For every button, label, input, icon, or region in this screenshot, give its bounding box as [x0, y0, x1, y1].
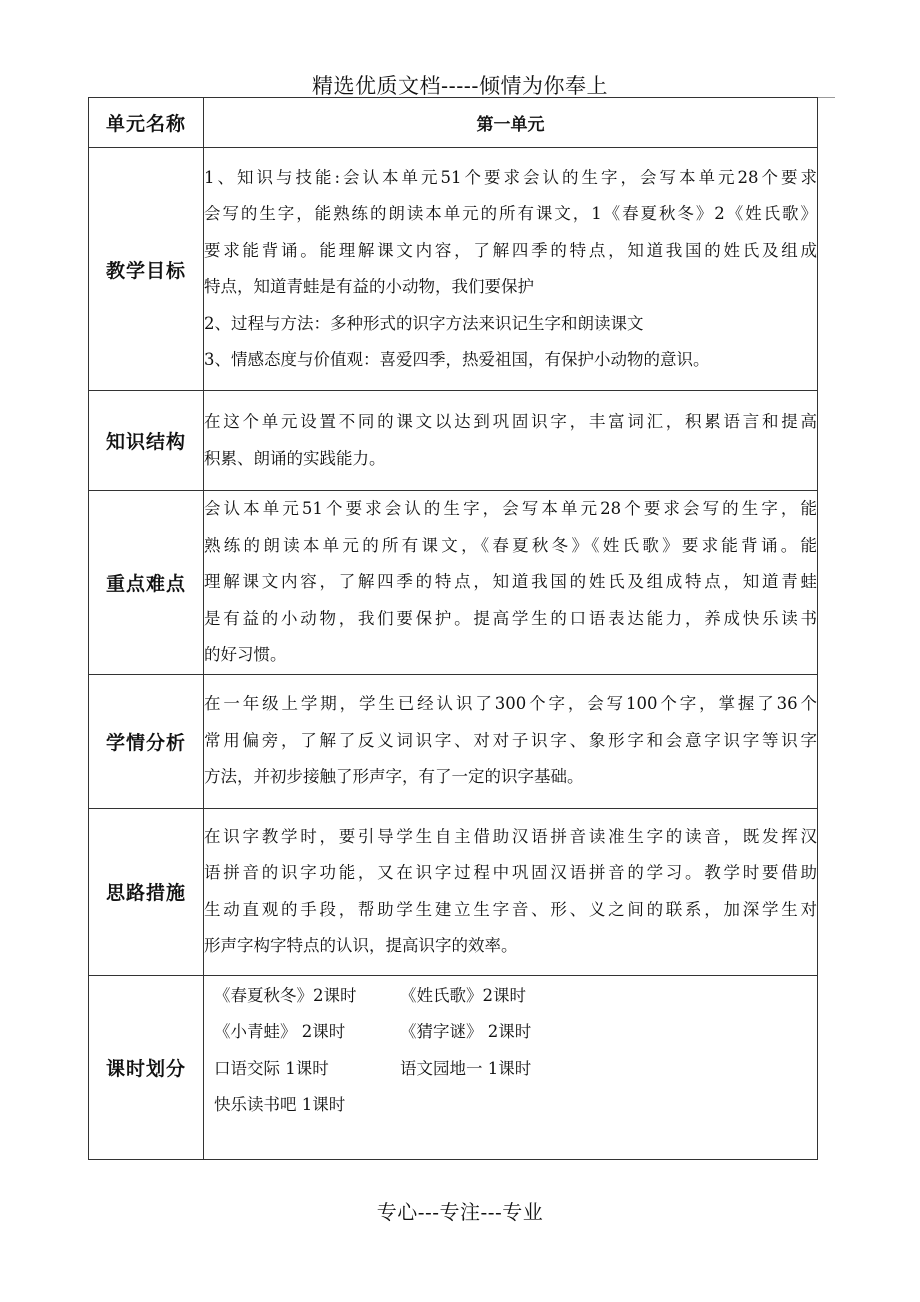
keypoints-line: 熟练的朗读本单元的所有课文，《春夏秋冬》《姓氏歌》要求能背诵。能	[204, 535, 817, 555]
schedule-row	[214, 978, 817, 1015]
unit-name-value: 第一单元	[204, 98, 818, 148]
schedule-row	[214, 1087, 817, 1124]
keypoints-line: 会认本单元51个要求会认的生字，会写本单元28个要求会写的生字，能	[204, 499, 817, 518]
measures-line: 生动直观的手段，帮助学生建立生字音、形、义之间的联系，加深学生对	[204, 899, 817, 919]
schedule-item: 口语交际 1课时	[214, 1058, 329, 1078]
keypoints-label: 重点难点	[89, 491, 204, 675]
schedule-item: 《小青蛙》 2课时	[214, 1022, 346, 1041]
keypoints-line: 理解课文内容，了解四季的特点，知道我国的姓氏及组成特点，知道青蛙	[204, 572, 817, 591]
analysis-content	[204, 674, 818, 808]
goals-line: 会写的生字，能熟练的朗读本单元的所有课文，1《春夏秋冬》2《姓氏歌》	[204, 204, 817, 223]
goals-line: 特点，知道青蛙是有益的小动物，我们要保护	[204, 277, 534, 296]
table-row-unit	[89, 98, 818, 148]
schedule-content	[204, 975, 818, 1159]
analysis-line: 方法，并初步接触了形声字，有了一定的识字基础。	[204, 767, 584, 787]
analysis-line: 在一年级上学期，学生已经认识了300个字，会写100个字，掌握了36个	[204, 694, 817, 714]
structure-content	[204, 391, 818, 491]
analysis-line: 常用偏旁，了解了反义词识字、对对子识字、象形字和会意字识字等识字	[204, 730, 817, 750]
table-row-analysis	[89, 674, 818, 808]
keypoints-line: 的好习惯。	[204, 645, 287, 664]
measures-content	[204, 808, 818, 975]
schedule-item: 语文园地一 1课时	[400, 1058, 532, 1078]
table-row-keypoints	[89, 491, 818, 675]
unit-plan-table	[88, 97, 818, 1160]
measures-line: 语拼音的识字功能，又在识字过程中巩固汉语拼音的学习。教学时要借助	[204, 863, 817, 882]
goals-content	[204, 148, 818, 391]
measures-line: 在识字教学时，要引导学生自主借助汉语拼音读准生字的读音，既发挥汉	[204, 826, 817, 846]
schedule-label: 课时划分	[89, 975, 204, 1159]
structure-line: 积累、朗诵的实践能力。	[204, 448, 386, 468]
structure-line: 在这个单元设置不同的课文以达到巩固识字，丰富词汇，积累语言和提高	[204, 412, 817, 431]
keypoints-line: 是有益的小动物，我们要保护。提高学生的口语表达能力，养成快乐读书	[204, 608, 817, 628]
table-row-structure	[89, 391, 818, 491]
measures-line: 形声字构字特点的认识，提高识字的效率。	[204, 936, 518, 955]
goals-line: 要求能背诵。能理解课文内容，了解四季的特点，知道我国的姓氏及组成	[204, 240, 817, 260]
schedule-row	[214, 1051, 817, 1088]
table-row-goals	[89, 148, 818, 391]
page-footer: 专心---专注---专业	[376, 1200, 544, 1224]
schedule-row	[214, 1014, 817, 1051]
keypoints-content	[204, 491, 818, 675]
analysis-label: 学情分析	[89, 674, 204, 808]
schedule-item: 《姓氏歌》2课时	[400, 985, 526, 1005]
table-row-measures	[89, 808, 818, 975]
schedule-item: 快乐读书吧 1课时	[214, 1095, 346, 1114]
goals-label: 教学目标	[89, 148, 204, 391]
measures-label: 思路措施	[89, 808, 204, 975]
page-header: 精选优质文档-----倾情为你奉上	[312, 74, 608, 98]
schedule-item: 《春夏秋冬》2课时	[214, 985, 357, 1005]
unit-name-label: 单元名称	[89, 98, 204, 148]
schedule-item: 《猜字谜》 2课时	[400, 1022, 532, 1041]
goals-line: 3、情感态度与价值观：喜爱四季，热爱祖国，有保护小动物的意识。	[204, 350, 710, 369]
table-row-schedule	[89, 975, 818, 1159]
goals-line: 2、过程与方法：多种形式的识字方法来识记生字和朗读课文	[204, 313, 644, 333]
structure-label: 知识结构	[89, 391, 204, 491]
goals-line: 1、知识与技能:会认本单元51个要求会认的生字，会写本单元28个要求	[204, 167, 817, 187]
